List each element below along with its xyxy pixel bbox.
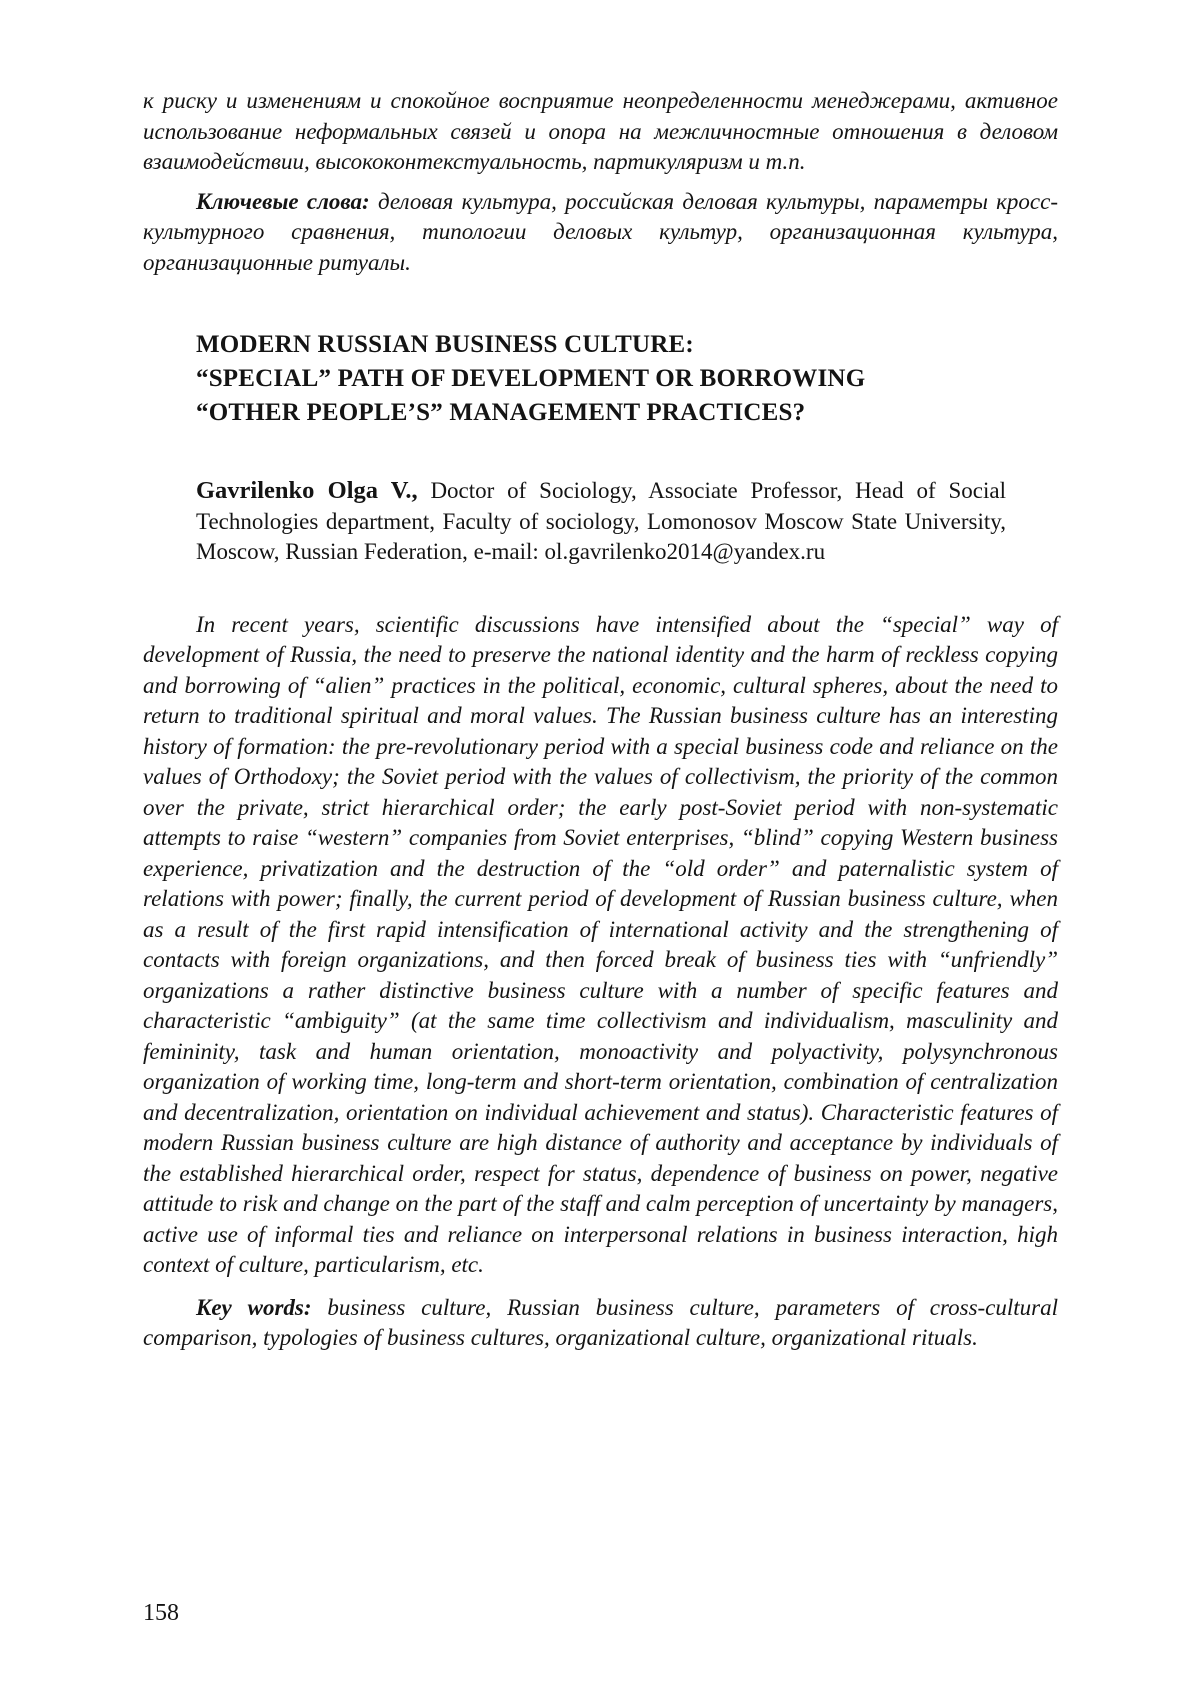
author-affiliation: Doctor of Sociology, Associate Professor, Head of Social Technologies department, Faculty of sociology, Lomonosov Moscow State University, Moscow, Russian Federation, e-mail: ol.gavrilenko2014@yandex.ru <box>196 478 1006 564</box>
abstract-paragraph: In recent years, scientific discussions have intensified about the “special” way of development of Russia, the need to preserve the national identity and the harm of reckless copying and borrowing of “alien” practices in the political, economic, cultural spheres, about the need to return to traditional spiritual and moral values. The Russian business culture has an interesting history of formation: the pre-revolutionary period with a special business code and reliance on the values of Orthodoxy; the Soviet period with the values of collectivism, the priority of the common over the private, strict hierarchical order; the early post-Soviet period with non-systematic attempts to raise “western” companies from Soviet enterprises, “blind” copying Western business experience, privatization and the destruction of the “old order” and paternalistic system of relations with power; finally, the current period of development of Russian business culture, when as a result of the first rapid intensification of international activity and the strengthening of contacts with foreign organizations, and then forced break of business ties with “unfriendly” organizations a rather distinctive business culture with a number of specific features and characteristic “ambiguity” (at the same time collectivism and individualism, masculinity and femininity, task and human orientation, monoactivity and polyactivity, polysynchronous organization of working time, long-term and short-term orientation, combination of centralization and decentralization, orientation on individual achievement and status). Characteristic features of modern Russian business culture are high distance of authority and acceptance by individuals of the established hierarchical order, respect for status, dependence of business on power, negative attitude to risk and change on the part of the staff and calm perception of uncertainty by managers, active use of informal ties and reliance on interpersonal relations in business interaction, high context of culture, particularism, etc. <box>143 611 1058 1277</box>
article-title <box>196 328 1058 430</box>
russian-keywords-text: деловая культура, российская деловая культуры, параметры кросс-культурного сравнения, типологии деловых культур, организационная культура, организационные ритуалы. <box>143 188 1059 275</box>
author-block <box>196 476 1006 568</box>
article-title-line1: MODERN RUSSIAN BUSINESS CULTURE: <box>196 331 694 358</box>
keywords-text: business culture, Russian business culture, parameters of cross-cultural comparison, typologies of business cultures, organizational culture, organizational rituals. <box>143 1294 1059 1350</box>
author-name: Gavrilenko Olga V., <box>196 477 418 504</box>
keywords-label: Key words: <box>196 1294 312 1320</box>
keywords-paragraph <box>143 1293 1058 1354</box>
page-content <box>143 86 1058 1354</box>
russian-keywords-label: Ключевые слова: <box>196 188 370 214</box>
article-title-line3: “OTHER PEOPLE’S” MANAGEMENT PRACTICES? <box>196 399 806 426</box>
russian-keywords-paragraph <box>143 187 1058 279</box>
page-number: 158 <box>143 1600 179 1626</box>
russian-abstract-continuation: к риску и изменениям и спокойное восприятие неопределенности менеджерами, активное использование неформальных связей и опора на межличностные отношения в деловом взаимодействии, высококонтекстуальность, партикуляризм и т.п. <box>143 88 1058 174</box>
article-title-line2: “SPECIAL” PATH OF DEVELOPMENT OR BORROWING <box>196 365 866 392</box>
